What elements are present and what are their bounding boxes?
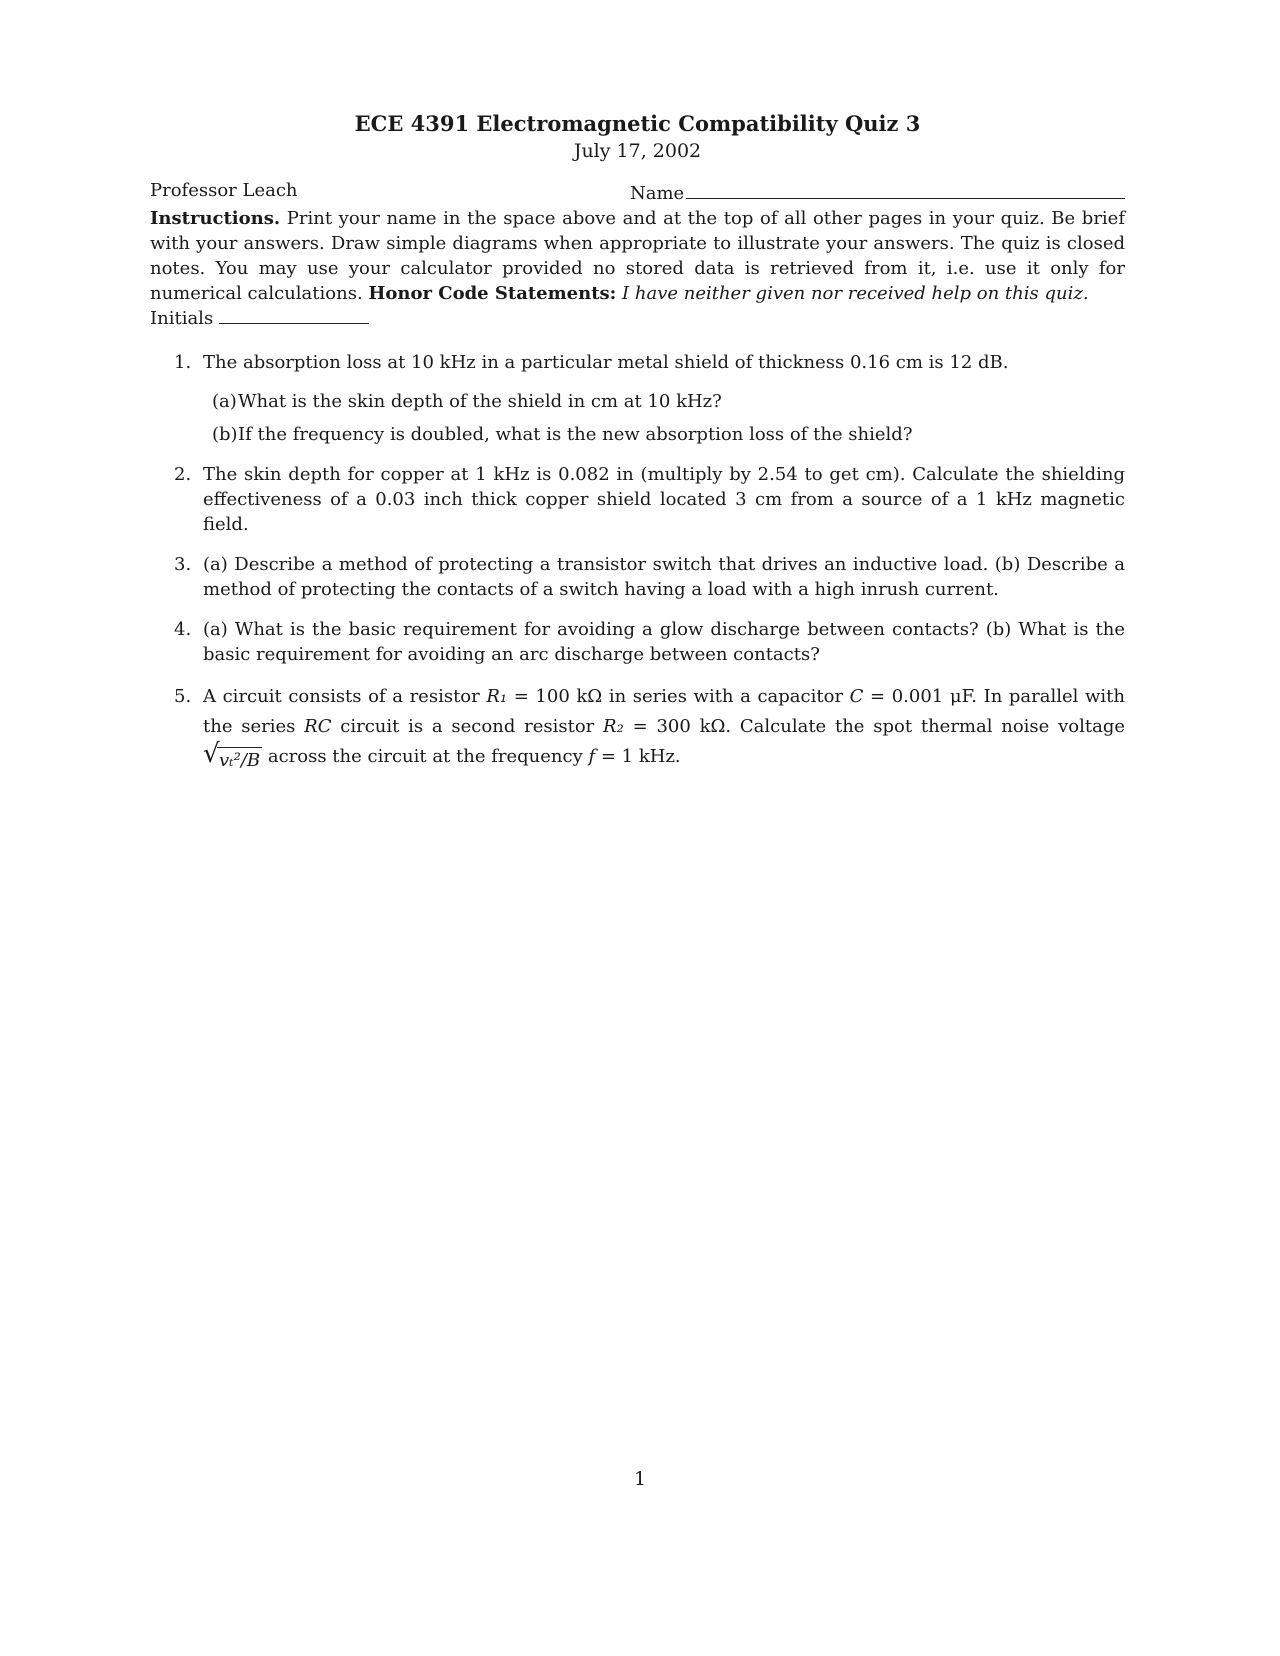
part-text: If the frequency is doubled, what is the new absorption loss of the shield? [238,424,913,445]
quiz-date: July 17, 2002 [573,140,702,162]
name-blank-line [686,180,1125,199]
name-label: Name [630,183,685,204]
question-1-part-b [203,422,1125,447]
question-1-parts [203,389,1125,447]
part-text: What is the skin depth of the shield in cm at 10 kHz? [238,391,722,412]
page-number: 1 [633,1468,647,1490]
initials-blank-line [219,307,369,324]
sqrt-expression: vₜ²/B [217,747,262,771]
question-text: The absorption loss at 10 kHz in a particular metal shield of thickness 0.16 cm is 12 dB. [203,352,1009,373]
question-number: 2. [174,464,192,485]
question-text: (a) Describe a method of protecting a transistor switch that drives an inductive load. (b) Describe a method of protecting the contacts of a switch having a load with a high inrush current. [203,554,1125,600]
question-5 [150,682,1125,776]
frequency-symbol: f [588,746,596,767]
professor-name: Professor Leach [150,180,298,201]
question-1-part-a [203,389,1125,414]
honor-code-label: Honor Code Statements: [368,283,617,304]
name-field [630,180,1125,204]
question-text: The skin depth for copper at 1 kHz is 0.082 in (multiply by 2.54 to get cm). Calculate the shielding effectiveness of a 0.03 inch thick copper shield located 3 cm from a source of a 1 kHz magnetic field. [203,464,1125,535]
instructions-label: Instructions. [150,208,281,229]
rc-symbol: RC [304,716,332,737]
square-root-icon: √ [203,739,220,769]
question-list [150,350,1125,776]
question-1 [150,350,1125,447]
noise-voltage-formula [203,739,262,776]
question-2 [150,462,1125,537]
part-label: (a) [212,391,237,412]
question-text-d: circuit is a second resistor [331,716,604,737]
quiz-title: ECE 4391 Electromagnetic Compatibility Quiz 3 [354,111,921,136]
question-text-c: = 0.001 μF. In parallel with the series [203,686,1125,737]
question-text-b: = 100 kΩ in series with a capacitor [507,686,850,707]
honor-code-text: I have neither given nor received help on this quiz. [616,283,1089,304]
initials-field [150,306,1125,332]
question-number: 1. [174,352,192,373]
question-number: 3. [174,554,192,575]
question-text-e: = 300 kΩ. Calculate the spot thermal noise voltage [623,716,1125,737]
quiz-page [150,110,1125,791]
resistor-r1-symbol: R₁ [486,686,508,707]
question-text-a: A circuit consists of a resistor [203,686,487,707]
instructions-paragraph [150,206,1125,306]
header-row [150,180,1125,206]
question-text: (a) What is the basic requirement for avoiding a glow discharge between contacts? (b) What is the basic requirement for avoiding an arc discharge between contacts? [203,619,1125,665]
capacitor-c-symbol: C [849,686,864,707]
question-number: 4. [174,619,192,640]
question-text-g: = 1 kHz. [595,746,681,767]
resistor-r2-symbol: R₂ [603,716,624,737]
question-4 [150,617,1125,667]
question-3 [150,552,1125,602]
question-text-f: across the circuit at the frequency [262,746,589,767]
part-label: (b) [212,424,238,445]
initials-label: Initials [150,308,214,329]
question-number: 5. [174,686,192,707]
instructions-text: Print your name in the space above and at the top of all other pages in your quiz. Be brief with your answers. Draw simple diagrams when appropriate to illustrate your answers. The quiz is closed notes. You may use your calculator provided no stored data is retrieved from it, i.e. use it only for numerical calculations. [150,208,1125,304]
